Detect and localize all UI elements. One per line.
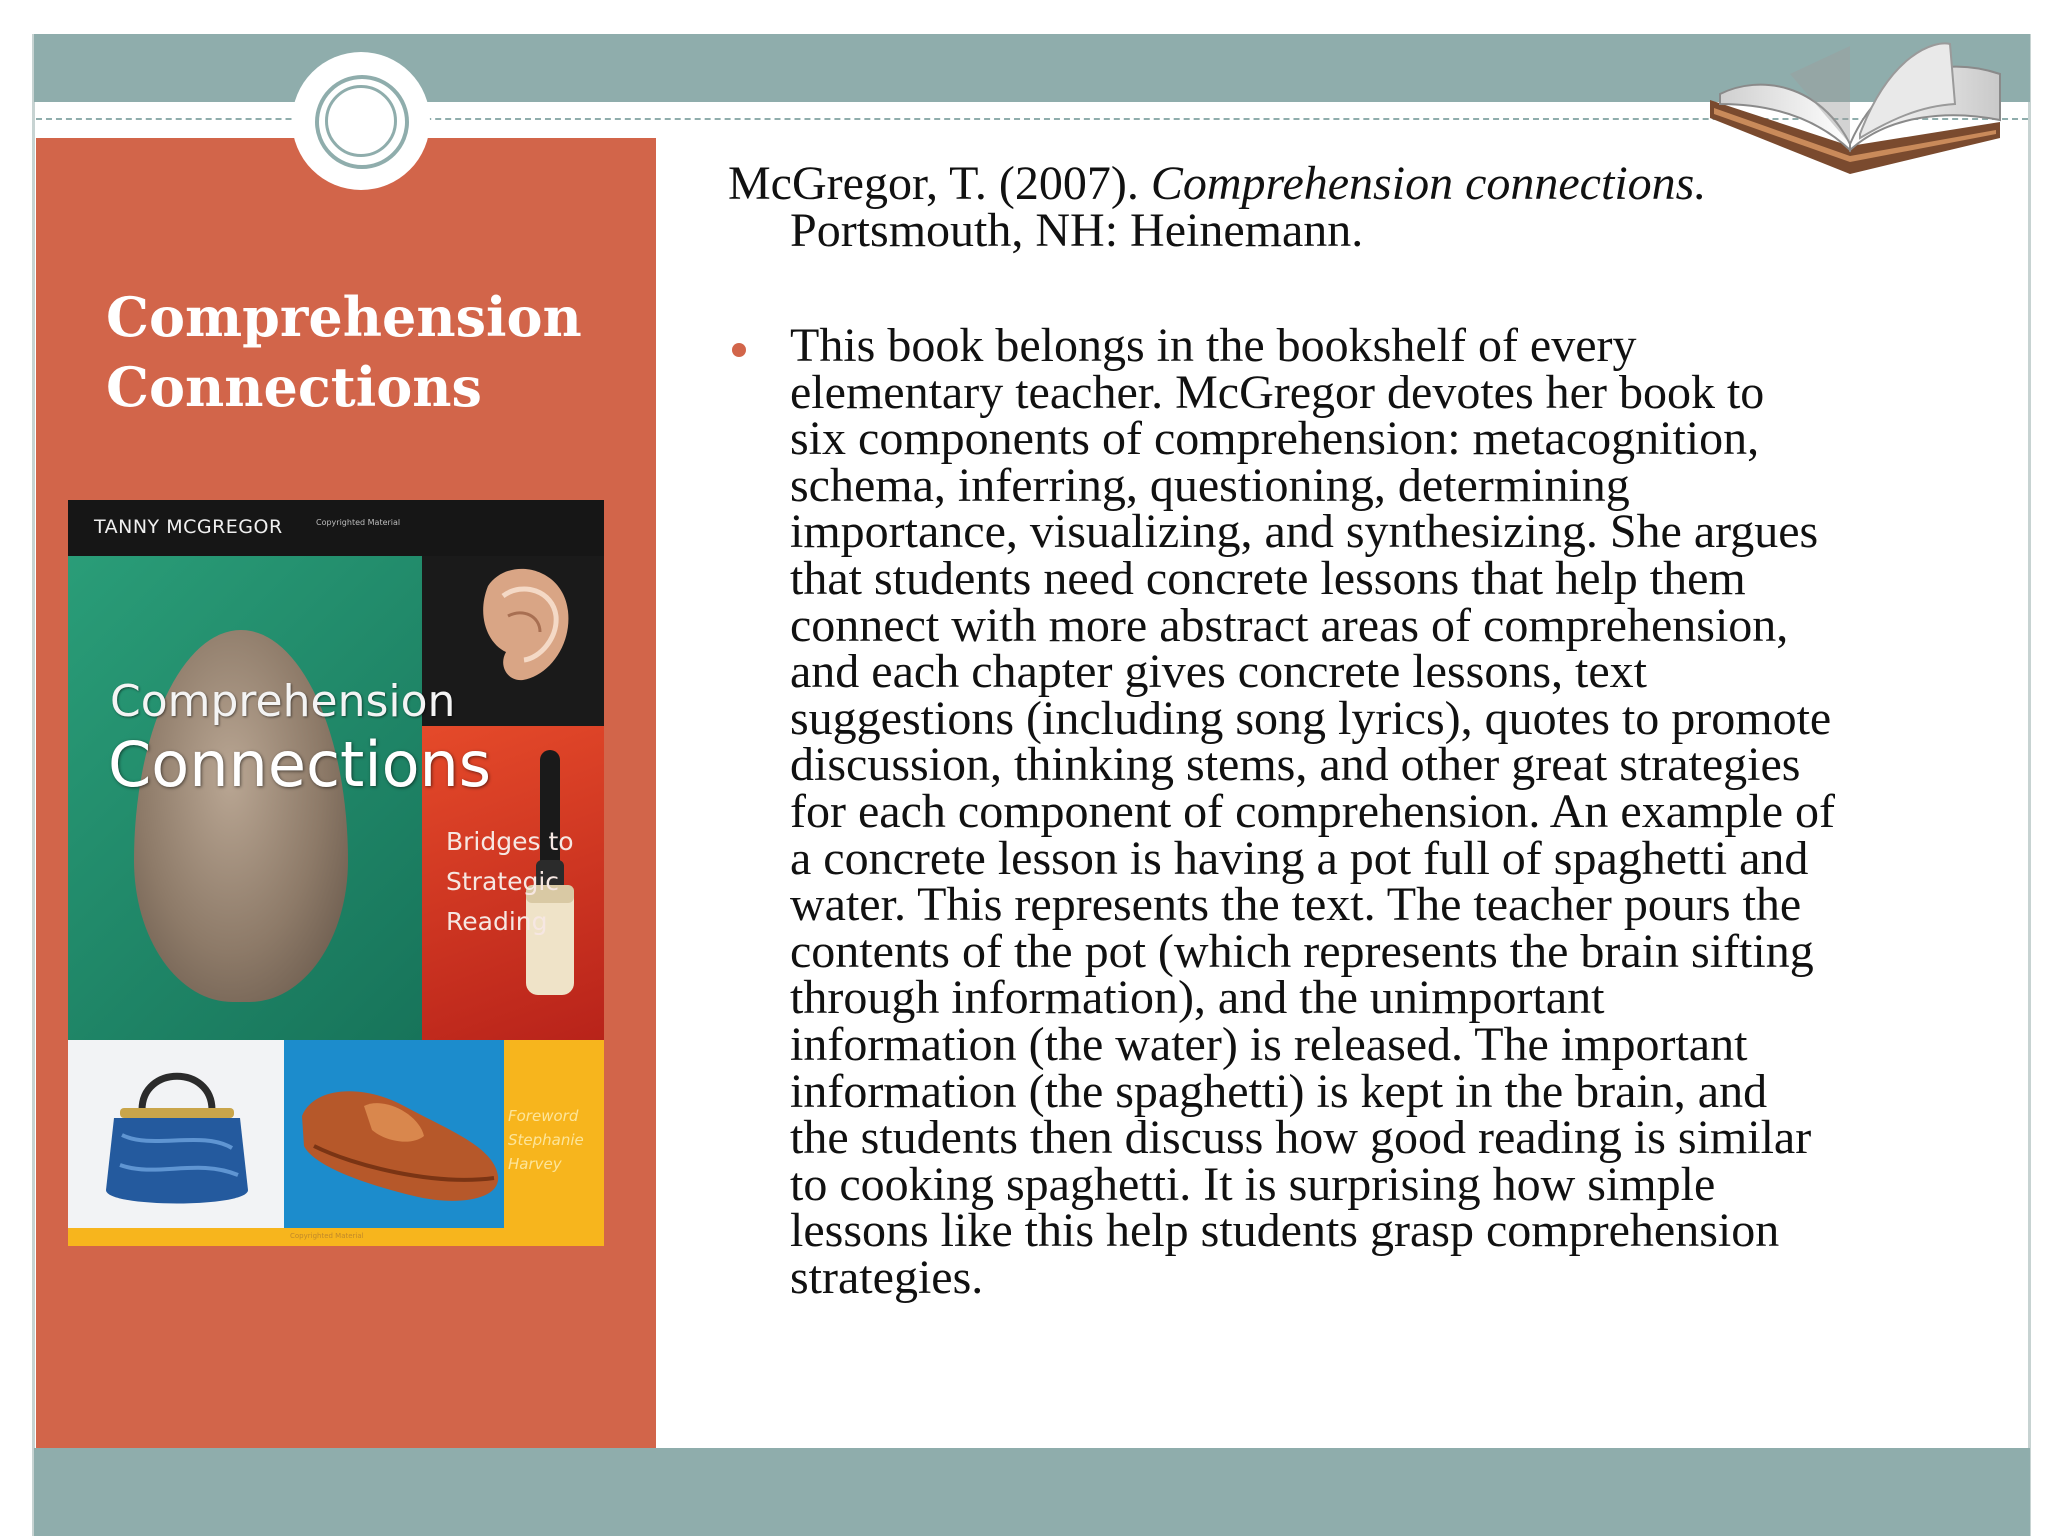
- review-line: schema, inferring, questioning, determining: [790, 458, 1630, 512]
- seashell-illustration: [468, 556, 578, 686]
- slide-title: [106, 282, 626, 422]
- review-line: water. This represents the text. The teacher pours the: [790, 878, 1802, 932]
- slide-title-line-1: Comprehension: [106, 285, 582, 349]
- ring-inner: [315, 75, 409, 169]
- moccasin-illustration: [294, 1066, 504, 1216]
- review-line: that students need concrete lessons that help them: [790, 551, 1746, 605]
- review-line: a concrete lesson is having a pot full of spaghetti and: [790, 831, 1809, 885]
- review-line: suggestions (including song lyrics), quotes to promote: [790, 691, 1832, 745]
- slide-title-line-2: Connections: [106, 355, 482, 419]
- citation-line-1: [728, 157, 1988, 210]
- purse-illustration: [102, 1060, 252, 1220]
- citation-book-title: Comprehension connections.: [1150, 157, 1707, 210]
- review-line: to cooking spaghetti. It is surprising how simple: [790, 1157, 1716, 1211]
- cover-subtitle-line-1: Bridges to: [446, 827, 574, 856]
- review-line: lessons like this help students grasp comprehension: [790, 1204, 1780, 1258]
- citation-prefix: McGregor, T. (2007).: [728, 157, 1151, 210]
- review-line: through information), and the unimportant: [790, 971, 1605, 1025]
- ring-core: [325, 85, 397, 157]
- frame-bottom-band: [34, 1448, 2030, 1536]
- review-line: discussion, thinking stems, and other great strategies: [790, 738, 1801, 792]
- citation: [728, 157, 1988, 257]
- cover-foreword-line-1: Foreword: [508, 1107, 579, 1125]
- review-line: information (the water) is released. The important: [790, 1017, 1748, 1071]
- review-paragraph: [728, 319, 1988, 1304]
- review-line: and each chapter gives concrete lessons, text: [790, 645, 1647, 699]
- book-cover-image: [68, 500, 604, 1246]
- review-line: the students then discuss how good reading is similar: [790, 1111, 1812, 1165]
- frame-right-edge: [2028, 34, 2031, 1536]
- review-line: This book belongs in the bookshelf of every: [790, 319, 1637, 372]
- review-line: contents of the pot (which represents the brain sifting: [790, 924, 1814, 978]
- review-line: connect with more abstract areas of comprehension,: [790, 598, 1789, 652]
- review-line: strategies.: [790, 1250, 984, 1304]
- cover-copyright-top: Copyrighted Material: [316, 518, 401, 527]
- frame-left-edge: [32, 34, 35, 1536]
- cover-author: TANNY MCGREGOR: [94, 516, 283, 538]
- review-line: elementary teacher. McGregor devotes her book to: [790, 365, 1765, 419]
- review-line: information (the spaghetti) is kept in the brain, and: [790, 1064, 1768, 1118]
- review-line: for each component of comprehension. An example of: [790, 784, 1835, 838]
- cover-subtitle: [446, 822, 574, 942]
- ring-ornament-icon: [292, 52, 430, 190]
- review-line: six components of comprehension: metacognition,: [790, 412, 1760, 466]
- cover-foreword: [508, 1104, 584, 1176]
- review-line: importance, visualizing, and synthesizing. She argues: [790, 505, 1819, 559]
- cover-subtitle-line-3: Reading: [446, 907, 548, 936]
- cover-copyright-bottom: Copyrighted Material: [290, 1232, 364, 1240]
- cover-title-line-1: Comprehension: [110, 676, 456, 727]
- cover-subtitle-line-2: Strategic: [446, 867, 560, 896]
- cover-foreword-line-3: Harvey: [508, 1155, 562, 1173]
- cover-title-line-2: Connections: [108, 728, 492, 801]
- cover-foreword-line-2: Stephanie: [508, 1131, 584, 1149]
- citation-publisher: Portsmouth, NH: Heinemann.: [790, 204, 1364, 257]
